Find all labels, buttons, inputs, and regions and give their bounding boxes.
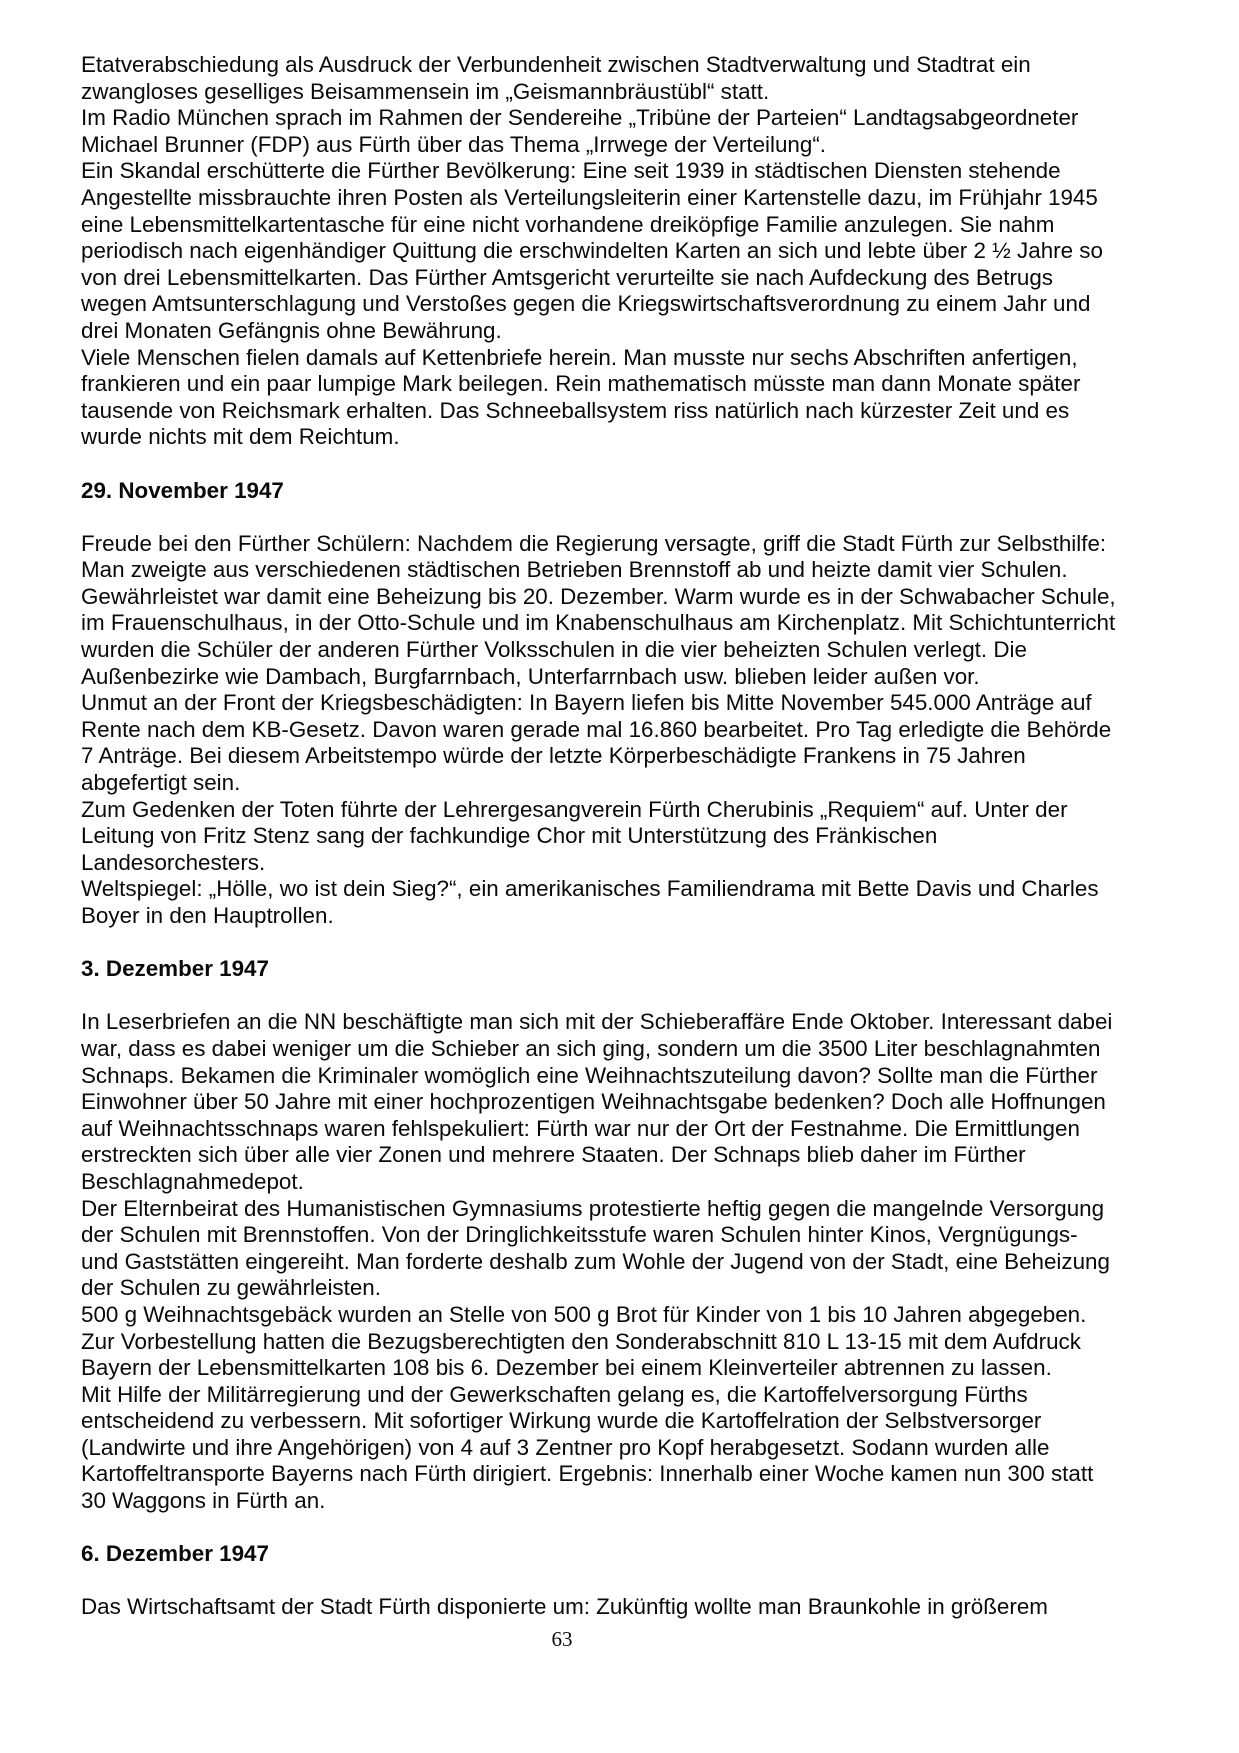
- text-line: Ein Skandal erschütterte die Fürther Bevölkerung: Eine seit 1939 in städtischen Diensten stehende: [81, 158, 1061, 184]
- text-line: war, dass es dabei weniger um die Schieber an sich ging, sondern um die 3500 Liter beschlagnahmten: [81, 1035, 1101, 1061]
- paragraph-block: [81, 1009, 1181, 1514]
- text-line: Der Elternbeirat des Humanistischen Gymnasiums protestierte heftig gegen die mangelnde Versorgung: [81, 1195, 1105, 1221]
- text-line: Freude bei den Fürther Schülern: Nachdem die Regierung versagte, griff die Stadt Fürth zur Selbsthilfe:: [81, 530, 1107, 556]
- text-line: Beschlagnahmedepot.: [81, 1168, 304, 1194]
- paragraph-block: [81, 52, 1181, 451]
- text-line: eine Lebensmittelkartentasche für eine nicht vorhandene dreiköpfige Familie anzulegen. Sie nahm: [81, 211, 1055, 237]
- text-line: der Schulen mit Brennstoffen. Von der Dringlichkeitsstufe waren Schulen hinter Kinos, Vergnügungs-: [81, 1222, 1078, 1248]
- text-line: von drei Lebensmittelkarten. Das Fürther Amtsgericht verurteilte sie nach Aufdeckung des Betrugs: [81, 264, 1054, 290]
- text-line: erstreckten sich über alle vier Zonen und mehrere Staaten. Der Schnaps blieb daher im Fürther: [81, 1142, 1026, 1168]
- text-line: 7 Anträge. Bei diesem Arbeitstempo würde der letzte Körperbeschädigte Frankens in 75 Jahren: [81, 743, 1026, 769]
- text-line: In Leserbriefen an die NN beschäftigte man sich mit der Schieberaffäre Ende Oktober. Interessant dabei: [81, 1009, 1113, 1035]
- text-line: Außenbezirke wie Dambach, Burgfarrnbach, Unterfarrnbach usw. blieben leider außen vor.: [81, 663, 980, 689]
- text-line: zwangloses geselliges Beisammensein im „Geismannbräustübl“ statt.: [81, 78, 770, 104]
- text-line: Landesorchesters.: [81, 849, 266, 875]
- text-line: Einwohner über 50 Jahre mit einer hochprozentigen Weihnachtsgabe bedenken? Doch alle Hoffnungen: [81, 1089, 1106, 1115]
- text-line: entscheidend zu verbessern. Mit sofortiger Wirkung wurde die Kartoffelration der Selbstversorger: [81, 1408, 1042, 1434]
- text-line: Viele Menschen fielen damals auf Kettenbriefe herein. Man musste nur sechs Abschriften anfertigen,: [81, 344, 1078, 370]
- text-line: drei Monaten Gefängnis ohne Bewährung.: [81, 317, 502, 343]
- text-line: Angestellte missbrauchte ihren Posten als Verteilungsleiterin einer Kartenstelle dazu, im Frühjahr 1945: [81, 184, 1098, 210]
- text-line: 500 g Weihnachtsgebäck wurden an Stelle von 500 g Brot für Kinder von 1 bis 10 Jahren abgegeben.: [81, 1301, 1087, 1327]
- text-line: wurde nichts mit dem Reichtum.: [81, 424, 400, 450]
- text-line: Rente nach dem KB-Gesetz. Davon waren gerade mal 16.860 bearbeitet. Pro Tag erledigte die Behörde: [81, 716, 1112, 742]
- text-line: wegen Amtsunterschlagung und Verstoßes gegen die Kriegswirtschaftsverordnung zu einem Jahr und: [81, 291, 1091, 317]
- section-heading: 29. November 1947: [81, 477, 284, 503]
- document-body: [81, 52, 1181, 1621]
- text-line: Im Radio München sprach im Rahmen der Sendereihe „Tribüne der Parteien“ Landtagsabgeordneter: [81, 105, 1079, 131]
- text-line: Zum Gedenken der Toten führte der Lehrergesangverein Fürth Cherubinis „Requiem“ auf. Unter der: [81, 796, 1068, 822]
- text-line: im Frauenschulhaus, in der Otto-Schule und im Knabenschulhaus am Kirchenplatz. Mit Schichtunterricht: [81, 610, 1116, 636]
- text-line: 30 Waggons in Fürth an.: [81, 1488, 326, 1514]
- text-line: und Gaststätten eingereiht. Man forderte deshalb zum Wohle der Jugend von der Stadt, eine Beheizung: [81, 1248, 1110, 1274]
- text-line: periodisch nach eigenhändiger Quittung die erschwindelten Karten an sich und lebte über 2 ½ Jahre so: [81, 238, 1103, 264]
- paragraph-block: [81, 1594, 1181, 1621]
- section-heading: 3. Dezember 1947: [81, 956, 269, 982]
- text-line: Boyer in den Hauptrollen.: [81, 903, 334, 928]
- text-line: tausende von Reichsmark erhalten. Das Schneeballsystem riss natürlich nach kürzester Zeit und es: [81, 397, 1070, 423]
- text-line: Etatverabschiedung als Ausdruck der Verbundenheit zwischen Stadtverwaltung und Stadtrat ein: [81, 52, 1031, 77]
- text-line: Unmut an der Front der Kriegsbeschädigten: In Bayern liefen bis Mitte November 545.000 Anträge auf: [81, 690, 1092, 716]
- text-line: der Schulen zu gewährleisten.: [81, 1275, 381, 1301]
- paragraph-block: [81, 531, 1181, 930]
- text-line: Gewährleistet war damit eine Beheizung bis 20. Dezember. Warm wurde es in der Schwabacher Schule,: [81, 583, 1116, 609]
- text-line: Man zweigte aus verschiedenen städtischen Betrieben Brennstoff ab und heizte damit vier Schulen.: [81, 557, 1068, 583]
- text-line: Zur Vorbestellung hatten die Bezugsberechtigten den Sonderabschnitt 810 L 13-15 mit dem Aufdruck: [81, 1328, 1081, 1354]
- text-line: auf Weihnachtsschnaps waren fehlspekuliert: Fürth war nur der Ort der Festnahme. Die Ermittlungen: [81, 1115, 1080, 1141]
- text-line: Kartoffeltransporte Bayerns nach Fürth dirigiert. Ergebnis: Innerhalb einer Woche kamen nun 300 statt: [81, 1461, 1094, 1487]
- text-line: Mit Hilfe der Militärregierung und der Gewerkschaften gelang es, die Kartoffelversorgung Fürths: [81, 1381, 1028, 1407]
- text-line: Das Wirtschaftsamt der Stadt Fürth disponierte um: Zukünftig wollte man Braunkohle in größerem: [81, 1594, 1048, 1620]
- text-line: abgefertigt sein.: [81, 770, 241, 796]
- text-line: (Landwirte und ihre Angehörigen) von 4 auf 3 Zentner pro Kopf herabgesetzt. Sodann wurden alle: [81, 1434, 1050, 1460]
- text-line: Bayern der Lebensmittelkarten 108 bis 6. Dezember bei einem Kleinverteiler abtrennen zu lassen.: [81, 1355, 1052, 1381]
- text-line: wurden die Schüler der anderen Fürther Volksschulen in die vier beheizten Schulen verlegt. Die: [81, 637, 1027, 663]
- text-line: Schnaps. Bekamen die Kriminaler womöglich eine Weihnachtszuteilung davon? Sollte man die Fürther: [81, 1062, 1098, 1088]
- section-heading: 6. Dezember 1947: [81, 1541, 269, 1567]
- text-line: Michael Brunner (FDP) aus Fürth über das Thema „Irrwege der Verteilung“.: [81, 131, 827, 157]
- text-line: Leitung von Fritz Stenz sang der fachkundige Chor mit Unterstützung des Fränkischen: [81, 823, 938, 849]
- text-line: frankieren und ein paar lumpige Mark beilegen. Rein mathematisch müsste man dann Monate später: [81, 371, 1081, 397]
- page-number: 63: [551, 1627, 573, 1651]
- text-line: Weltspiegel: „Hölle, wo ist dein Sieg?“, ein amerikanisches Familiendrama mit Bette Davis und Charles: [81, 876, 1099, 902]
